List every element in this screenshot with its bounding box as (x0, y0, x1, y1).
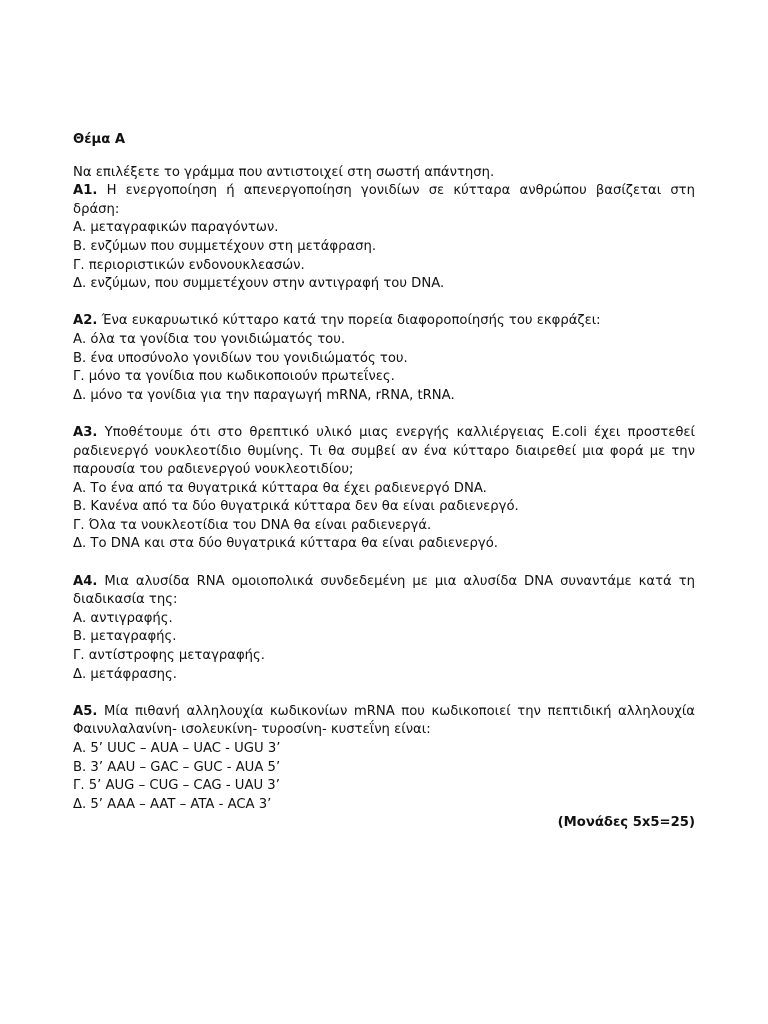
option-d: Δ. 5’ AAA – AAT – ATA - ACA 3’ (73, 796, 272, 812)
option-a: Α. μεταγραφικών παραγόντων. (73, 220, 279, 236)
option-c: Γ. αντίστροφης μεταγραφής. (73, 648, 265, 664)
exam-page (73, 131, 695, 833)
question-number: Α5. (73, 703, 98, 719)
question-a4 (73, 573, 695, 685)
option-c: Γ. περιοριστικών ενδονουκλεασών. (73, 257, 305, 273)
option-b: Β. Κανένα από τα δύο θυγατρικά κύτταρα δεν θα είναι ραδιενεργό. (73, 499, 519, 515)
section-title: Θέμα Α (73, 132, 126, 147)
question-text: Υποθέτουμε ότι στο θρεπτικό υλικό μιας ενεργής καλλιέργειας E.coli έχει προστεθεί ραδιενεργό νουκλεοτίδιο θυμίνης. Τι θα συμβεί αν ένα κύτταρο διαιρεθεί μια φορά με την παρουσία του ραδιενεργού νουκλεοτιδίου; (73, 424, 695, 478)
question-stem (73, 312, 695, 331)
question-text: Μία πιθανή αλληλουχία κωδικονίων mRNA που κωδικοποιεί την πεπτιδική αλληλουχία Φαινυλαλανίνη- ισολευκίνη- τυροσίνη- κυστεΐνη είναι: (73, 703, 695, 738)
option-d: Δ. μόνο τα γονίδια για την παραγωγή mRNA, rRNA, tRNA. (73, 387, 455, 403)
option-b: Β. ένα υποσύνολο γονιδίων του γονιδιώματός του. (73, 350, 408, 366)
question-a3 (73, 424, 695, 554)
option-a: Α. Το ένα από τα θυγατρικά κύτταρα θα έχει ραδιενεργό DNA. (73, 480, 487, 496)
question-stem (73, 182, 695, 219)
instructions: Να επιλέξετε το γράμμα που αντιστοιχεί στη σωστή απάντηση. (73, 164, 495, 180)
question-number: Α1. (73, 183, 98, 199)
option-b: Β. 3’ AAU – GAC – GUC - AUA 5’ (73, 759, 281, 775)
question-stem (73, 424, 695, 480)
option-c: Γ. Όλα τα νουκλεοτίδια του DNA θα είναι ραδιενεργά. (73, 517, 432, 533)
question-text: Ένα ευκαρυωτικό κύτταρο κατά την πορεία διαφοροποίησής του εκφράζει: (101, 313, 601, 329)
option-d: Δ. ενζύμων, που συμμετέχουν στην αντιγραφή του DNA. (73, 276, 445, 292)
option-b: Β. ενζύμων που συμμετέχουν στη μετάφραση. (73, 238, 377, 254)
question-a5 (73, 703, 695, 815)
question-stem (73, 573, 695, 610)
question-text: Μια αλυσίδα RNA ομοιοπολικά συνδεδεμένη με μια αλυσίδα DNA συναντάμε κατά τη διαδικασία της: (73, 573, 695, 608)
option-b: Β. μεταγραφής. (73, 629, 177, 645)
question-a1 (73, 182, 695, 294)
option-d: Δ. Το DNA και στα δύο θυγατρικά κύτταρα θα είναι ραδιενεργό. (73, 536, 498, 552)
option-d: Δ. μετάφρασης. (73, 666, 177, 682)
question-a2 (73, 312, 695, 405)
option-c: Γ. 5’ AUG – CUG – CAG - UAU 3’ (73, 778, 280, 794)
option-a: Α. όλα τα γονίδια του γονιδιώματός του. (73, 331, 346, 347)
question-number: Α2. (73, 313, 98, 329)
option-a: Α. αντιγραφής. (73, 610, 173, 626)
question-number: Α4. (73, 573, 98, 589)
question-stem (73, 703, 695, 740)
question-text: Η ενεργοποίηση ή απενεργοποίηση γονιδίων σε κύτταρα ανθρώπου βασίζεται στη δράση: (73, 183, 695, 217)
option-c: Γ. μόνο τα γονίδια που κωδικοποιούν πρωτεΐνες. (73, 369, 395, 385)
question-number: Α3. (73, 424, 98, 440)
option-a: Α. 5’ UUC – AUA – UAC - UGU 3’ (73, 741, 281, 756)
score-label: (Μονάδες 5x5=25) (557, 815, 695, 831)
